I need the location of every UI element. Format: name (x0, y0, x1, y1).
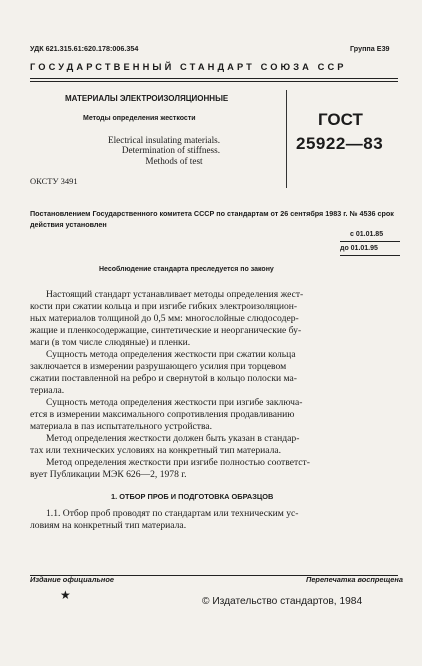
text-line: вует Публикации МЭК 626—2, 1978 г. (30, 468, 187, 480)
title-divider (286, 90, 287, 188)
body-paragraph-1 (30, 289, 398, 349)
validity-to: до 01.01.95 (340, 245, 378, 252)
text-line: сжатии поставленной на ребро и свернутой в кольцо полоски ма- (30, 372, 297, 384)
group-code: Группа Е39 (350, 44, 390, 53)
title-ru-main: МАТЕРИАЛЫ ЭЛЕКТРОИЗОЛЯЦИОННЫЕ (65, 94, 229, 103)
udk-code: УДК 621.315.61:620.178:006.354 (30, 44, 139, 53)
header-rule-thin (30, 81, 398, 82)
star-icon: ★ (60, 588, 71, 602)
text-line: Сущность метода определения жесткости при сжатии кольца (46, 349, 296, 360)
reprint-prohibited-label: Перепечатка воспрещена (306, 575, 403, 584)
section-1-paragraph (30, 508, 398, 532)
text-line: Метод определения жесткости должен быть указан в стандар- (46, 433, 300, 444)
decree-text: Постановлением Государственного комитета СССР по стандартам от 26 сентября 1983 г. № 4536 срок действия установлен (30, 209, 394, 229)
text-line: кости при сжатии кольца и при изгибе гибких электроизоляцион- (30, 300, 298, 312)
body-paragraph-5 (30, 457, 398, 481)
gost-number: 25922—83 (296, 134, 384, 153)
title-en-line: Methods of test (145, 155, 203, 166)
gost-label: ГОСТ (318, 110, 363, 129)
title-ru-sub: Методы определения жесткости (83, 115, 196, 122)
text-line: материала в паз испытательного устройства. (30, 420, 213, 432)
validity-to-rule (340, 255, 400, 256)
text-line: жащие и пленкосодержащие, синтетические и неорганические бу- (30, 324, 302, 336)
text-line: тах или технических условиях на конкретный тип материала. (30, 444, 282, 456)
body-paragraph-4 (30, 433, 398, 457)
body-paragraph-3 (30, 397, 398, 433)
section-heading: 1. ОТБОР ПРОБ И ПОДГОТОВКА ОБРАЗЦОВ (111, 492, 274, 501)
text-line: маги (в том числе слюдяные) и пленки. (30, 336, 191, 348)
body-paragraph-2 (30, 349, 398, 397)
text-line: 1.1. Отбор проб проводят по стандартам или техническим ус- (46, 508, 299, 519)
header-rule-thick (30, 78, 398, 79)
validity-from: с 01.01.85 (350, 231, 384, 238)
text-line: Сущность метода определения жесткости при изгибе заключа- (46, 397, 303, 408)
okstu-code: ОКСТУ 3491 (30, 176, 78, 186)
title-en-line: Determination of stiffness. (121, 145, 220, 156)
text-line: ных материалов толщиной до 0,5 мм: многослойные слюдосодер- (30, 312, 299, 324)
title-en-line: Electrical insulating materials. (108, 135, 220, 145)
text-line: заключается в измерении разрушающего усилия при торцевом (30, 360, 287, 372)
text-line: Метод определения жесткости при изгибе полностью соответст- (46, 457, 310, 468)
text-line: Настоящий стандарт устанавливает методы определения жест- (46, 289, 304, 300)
validity-from-rule (340, 241, 400, 242)
official-edition-label: Издание официальное (30, 575, 114, 584)
title-en (100, 135, 220, 166)
penalty-notice: Несоблюдение стандарта преследуется по закону (99, 266, 274, 273)
copyright: © Издательство стандартов, 1984 (202, 596, 363, 607)
text-line: ется в измерении максимального сопротивления продавливанию (30, 408, 295, 420)
text-line: териала. (30, 384, 65, 396)
state-standard-banner: ГОСУДАРСТВЕННЫЙ СТАНДАРТ СОЮЗА ССР (30, 62, 347, 72)
text-line: ловиям на конкретный тип материала. (30, 519, 187, 531)
